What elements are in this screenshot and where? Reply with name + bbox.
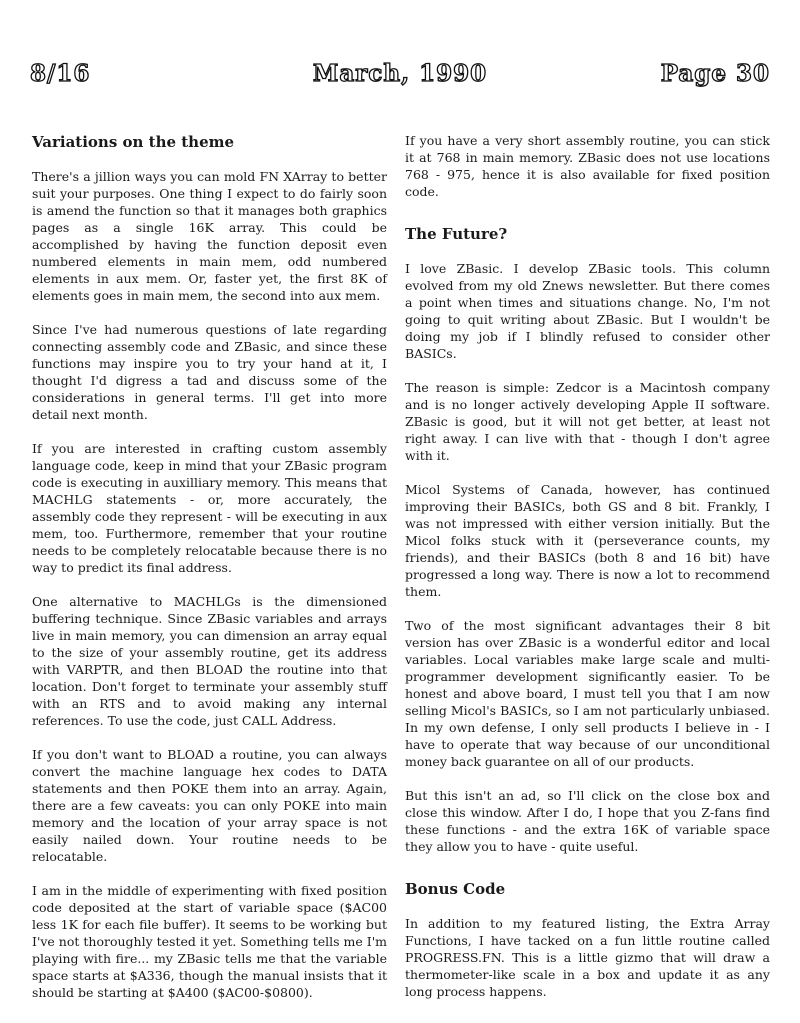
paragraph: I am in the middle of experimenting with fixed position code deposited at the start of variable space ($AC00 less 1K for each file buffer). It seems to be working but I've not thoroughly tested it yet. Something tells me I'm playing with fire... my ZBasic tells me that the variable space starts at $A336, though the manual insists that it should be starting at $A400 ($AC00-$0800). <box>32 883 387 1000</box>
paragraph: If you are interested in crafting custom assembly language code, keep in mind that your ZBasic program code is executing in auxilliary memory. This means that MACHLG statements - or, more accurately, the assembly code they represent - will be executing in aux mem, too. Furthermore, remember that your routine needs to be completely relocatable because there is no way to predict its final address. <box>32 441 387 575</box>
paragraph: One alternative to MACHLGs is the dimensioned buffering technique. Since ZBasic variables and arrays live in main memory, you can dimension an array equal to the size of your assembly routine, get its address with VARPTR, and then BLOAD the routine into that location. Don't forget to terminate your assembly stuff with an RTS and to avoid making any internal references. To use the code, just CALL Address. <box>32 594 387 728</box>
page-number: Page 30 <box>660 60 770 87</box>
paragraph: There's a jillion ways you can mold FN XArray to better suit your purposes. One thing I expect to do fairly soon is amend the function so that it manages both graphics pages as a single 16K array. This could be accomplished by having the function deposit even numbered elements in main mem, odd numbered elements in aux mem. Or, faster yet, the first 8K of elements goes in main mem, the second into aux mem. <box>32 169 387 303</box>
left-column <box>32 132 387 1018</box>
paragraph: In addition to my featured listing, the Extra Array Functions, I have tacked on a fun little routine called PROGRESS.FN. This is a little gizmo that will draw a thermometer-like scale in a box and update it as any long process happens. <box>405 916 770 999</box>
paragraph: Since I've had numerous questions of late regarding connecting assembly code and ZBasic, and since these functions may inspire you to try your hand at it, I thought I'd digress a tad and discuss some of the considerations in general terms. I'll get into more detail next month. <box>32 322 387 422</box>
page-header <box>30 60 770 94</box>
paragraph: I love ZBasic. I develop ZBasic tools. This column evolved from my old Znews newsletter. But there comes a point when times and situations change. No, I'm not going to quit writing about ZBasic. But I wouldn't be doing my job if I blindly refused to consider other BASICs. <box>405 261 770 361</box>
issue-date: March, 1990 <box>312 60 488 87</box>
paragraph: The reason is simple: Zedcor is a Macintosh company and is no longer actively developing Apple II software. ZBasic is good, but it will not get better, at least not right away. I can live with that - though I don't agree with it. <box>405 380 770 463</box>
issue-number: 8/16 <box>30 60 91 87</box>
section-heading-future: The Future? <box>405 225 508 243</box>
paragraph: If you have a very short assembly routine, you can stick it at 768 in main memory. ZBasic does not use locations 768 - 975, hence it is also available for fixed position code. <box>405 133 770 199</box>
section-heading-bonus: Bonus Code <box>405 880 506 898</box>
right-column <box>405 132 770 1017</box>
paragraph: If you don't want to BLOAD a routine, you can always convert the machine language hex codes to DATA statements and then POKE them into an array. Again, there are a few caveats: you can only POKE into main memory and the location of your array space is not easily nailed down. Your routine needs to be relocatable. <box>32 747 387 864</box>
section-heading-variations: Variations on the theme <box>32 133 235 151</box>
paragraph: Two of the most significant advantages their 8 bit version has over ZBasic is a wonderful editor and local variables. Local variables make large scale and multi-programmer development significantly easier. To be honest and above board, I must tell you that I am now selling Micol's BASICs, so I am not particularly unbiased. In my own defense, I only sell products I believe in - I have to operate that way because of our unconditional money back guarantee on all of our products. <box>405 618 770 769</box>
paragraph: But this isn't an ad, so I'll click on the close box and close this window. After I do, I hope that you Z-fans find these functions - and the extra 16K of variable space they allow you to have - quite useful. <box>405 788 770 854</box>
paragraph: Micol Systems of Canada, however, has continued improving their BASICs, both GS and 8 bit. Frankly, I was not impressed with either version initially. But the Micol folks stuck with it (perseverance counts, my friends), and their BASICs (both 8 and 16 bit) have progressed a long way. There is now a lot to recommend them. <box>405 482 770 599</box>
